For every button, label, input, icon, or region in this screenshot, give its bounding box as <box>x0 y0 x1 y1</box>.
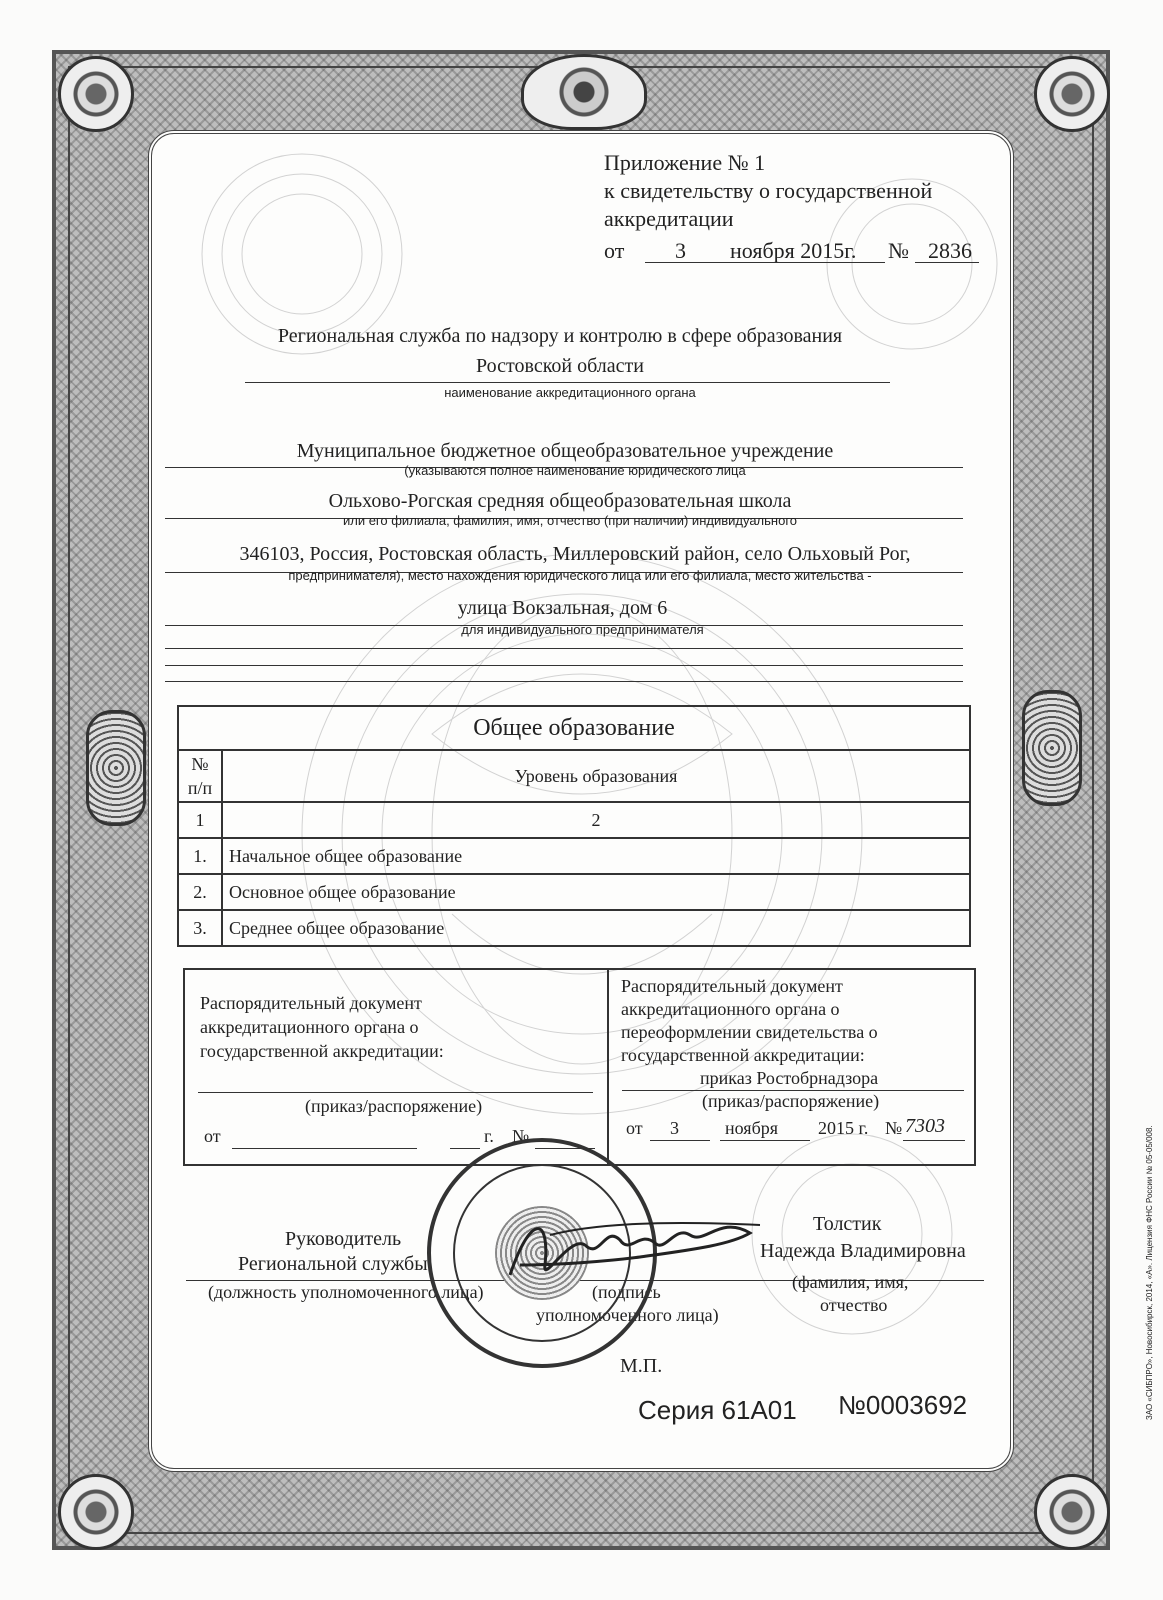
right-doc-title: Распорядительный документ <box>621 976 843 996</box>
table-row <box>178 874 970 910</box>
right-doc-day: 3 <box>670 1118 679 1138</box>
agency-name: Региональная служба по надзору и контролю в сфере образования <box>277 325 843 347</box>
institution-caption: или его филиала, фамилия, имя, отчество (при наличии) индивидуального <box>342 513 798 528</box>
institution-caption: для индивидуального предпринимателя <box>461 622 704 637</box>
corner-ornament <box>1034 56 1110 132</box>
underline <box>450 1148 480 1149</box>
underline <box>198 1092 593 1093</box>
table-row <box>178 910 970 946</box>
row-number: 1. <box>178 838 222 874</box>
right-doc-value: приказ Ростобрнадзора <box>700 1068 879 1088</box>
column-header-level: Уровень образования <box>222 750 970 802</box>
corner-ornament <box>58 1474 134 1550</box>
column-header-number <box>178 750 222 802</box>
left-doc-caption: (приказ/распоряжение) <box>305 1096 483 1116</box>
right-doc-number-sign: № <box>885 1118 903 1138</box>
index-cell: 2 <box>222 802 970 838</box>
right-doc-title: государственной аккредитации: <box>621 1045 865 1065</box>
position-title: Руководитель <box>285 1228 402 1250</box>
left-doc-title: государственной аккредитации: <box>200 1041 444 1061</box>
institution-caption: (указываются полное наименование юридического лица <box>404 463 746 478</box>
appendix-date-label: от <box>604 238 625 263</box>
index-cell: 1 <box>178 802 222 838</box>
right-doc-from: от <box>626 1118 643 1138</box>
appendix-title: Приложение № 1 <box>604 150 766 175</box>
underline <box>165 681 963 682</box>
institution-address: 346103, Россия, Ростовская область, Миллеровский район, село Ольховый Рог, <box>239 543 911 565</box>
right-doc-year: 2015 г. <box>818 1118 869 1138</box>
name-caption: отчество <box>820 1295 888 1315</box>
appendix-number-sign: № <box>888 238 909 263</box>
underline <box>245 382 890 383</box>
appendix-month-year: ноября 2015г. <box>730 238 857 263</box>
underline <box>720 1140 810 1141</box>
signer-surname: Толстик <box>813 1213 882 1235</box>
row-level: Основное общее образование <box>222 874 970 910</box>
position-title: Региональной службы <box>238 1253 428 1275</box>
corner-ornament <box>1034 1474 1110 1550</box>
row-number: 3. <box>178 910 222 946</box>
institution-name: Муниципальное бюджетное общеобразовательное учреждение <box>296 440 834 462</box>
position-caption: (должность уполномоченного лица) <box>208 1282 484 1302</box>
handwritten-signature <box>490 1205 790 1295</box>
underline <box>165 648 963 649</box>
series-label: Серия 61А01 <box>638 1395 797 1425</box>
left-doc-from: от <box>204 1126 221 1146</box>
institution-name-2: Ольхово-Рогская средняя общеобразовательная школа <box>328 490 792 512</box>
name-caption: (фамилия, имя, <box>792 1272 909 1292</box>
right-doc-number: 7303 <box>905 1115 945 1137</box>
sign-caption: уполномоченного лица) <box>536 1305 719 1325</box>
stamp-place: М.П. <box>620 1355 663 1377</box>
appendix-line: аккредитации <box>604 206 734 231</box>
column-header-number-line2: п/п <box>187 778 213 798</box>
institution-caption: предпринимателя), место нахождения юридического лица или его филиала, место жительства - <box>288 568 872 583</box>
education-table <box>177 705 971 947</box>
series-number: №0003692 <box>838 1390 968 1420</box>
left-doc-number-sign: № <box>512 1126 530 1146</box>
institution-address-2: улица Вокзальная, дом 6 <box>457 597 668 619</box>
right-doc-caption: (приказ/распоряжение) <box>702 1091 880 1111</box>
left-doc-title: аккредитационного органа о <box>200 1017 419 1037</box>
table-row <box>178 838 970 874</box>
right-doc-title: переоформлении свидетельства о <box>621 1022 878 1042</box>
row-level: Начальное общее образование <box>222 838 970 874</box>
education-heading: Общее образование <box>178 706 970 750</box>
printer-line: ЗАО «СИБПРО», Новосибирск, 2014, «А». Лицензия ФНС России № 05-05/008. <box>1145 1125 1154 1420</box>
right-doc-month: ноября <box>725 1118 779 1138</box>
agency-caption: наименование аккредитационного органа <box>444 385 696 400</box>
right-doc-title: аккредитационного органа о <box>621 999 840 1019</box>
row-number: 2. <box>178 874 222 910</box>
signer-given-names: Надежда Владимировна <box>760 1240 966 1262</box>
underline <box>165 665 963 666</box>
side-ornament <box>1022 690 1082 806</box>
appendix-day: 3 <box>675 238 686 263</box>
appendix-number: 2836 <box>928 238 972 263</box>
sign-caption: (подпись <box>592 1282 661 1302</box>
divider <box>607 968 609 1166</box>
appendix-line: к свидетельству о государственной <box>604 178 933 203</box>
underline <box>903 1140 965 1141</box>
underline <box>232 1148 417 1149</box>
left-doc-year: г. <box>484 1126 494 1146</box>
top-ornament <box>521 54 647 130</box>
row-level: Среднее общее образование <box>222 910 970 946</box>
underline <box>915 262 979 263</box>
corner-ornament <box>58 56 134 132</box>
left-doc-title: Распорядительный документ <box>200 993 422 1013</box>
column-header-number-line1: № <box>191 754 209 774</box>
underline <box>650 1140 710 1141</box>
agency-name-line2: Ростовской области <box>476 355 644 377</box>
side-ornament <box>86 710 146 826</box>
underline <box>645 262 885 263</box>
